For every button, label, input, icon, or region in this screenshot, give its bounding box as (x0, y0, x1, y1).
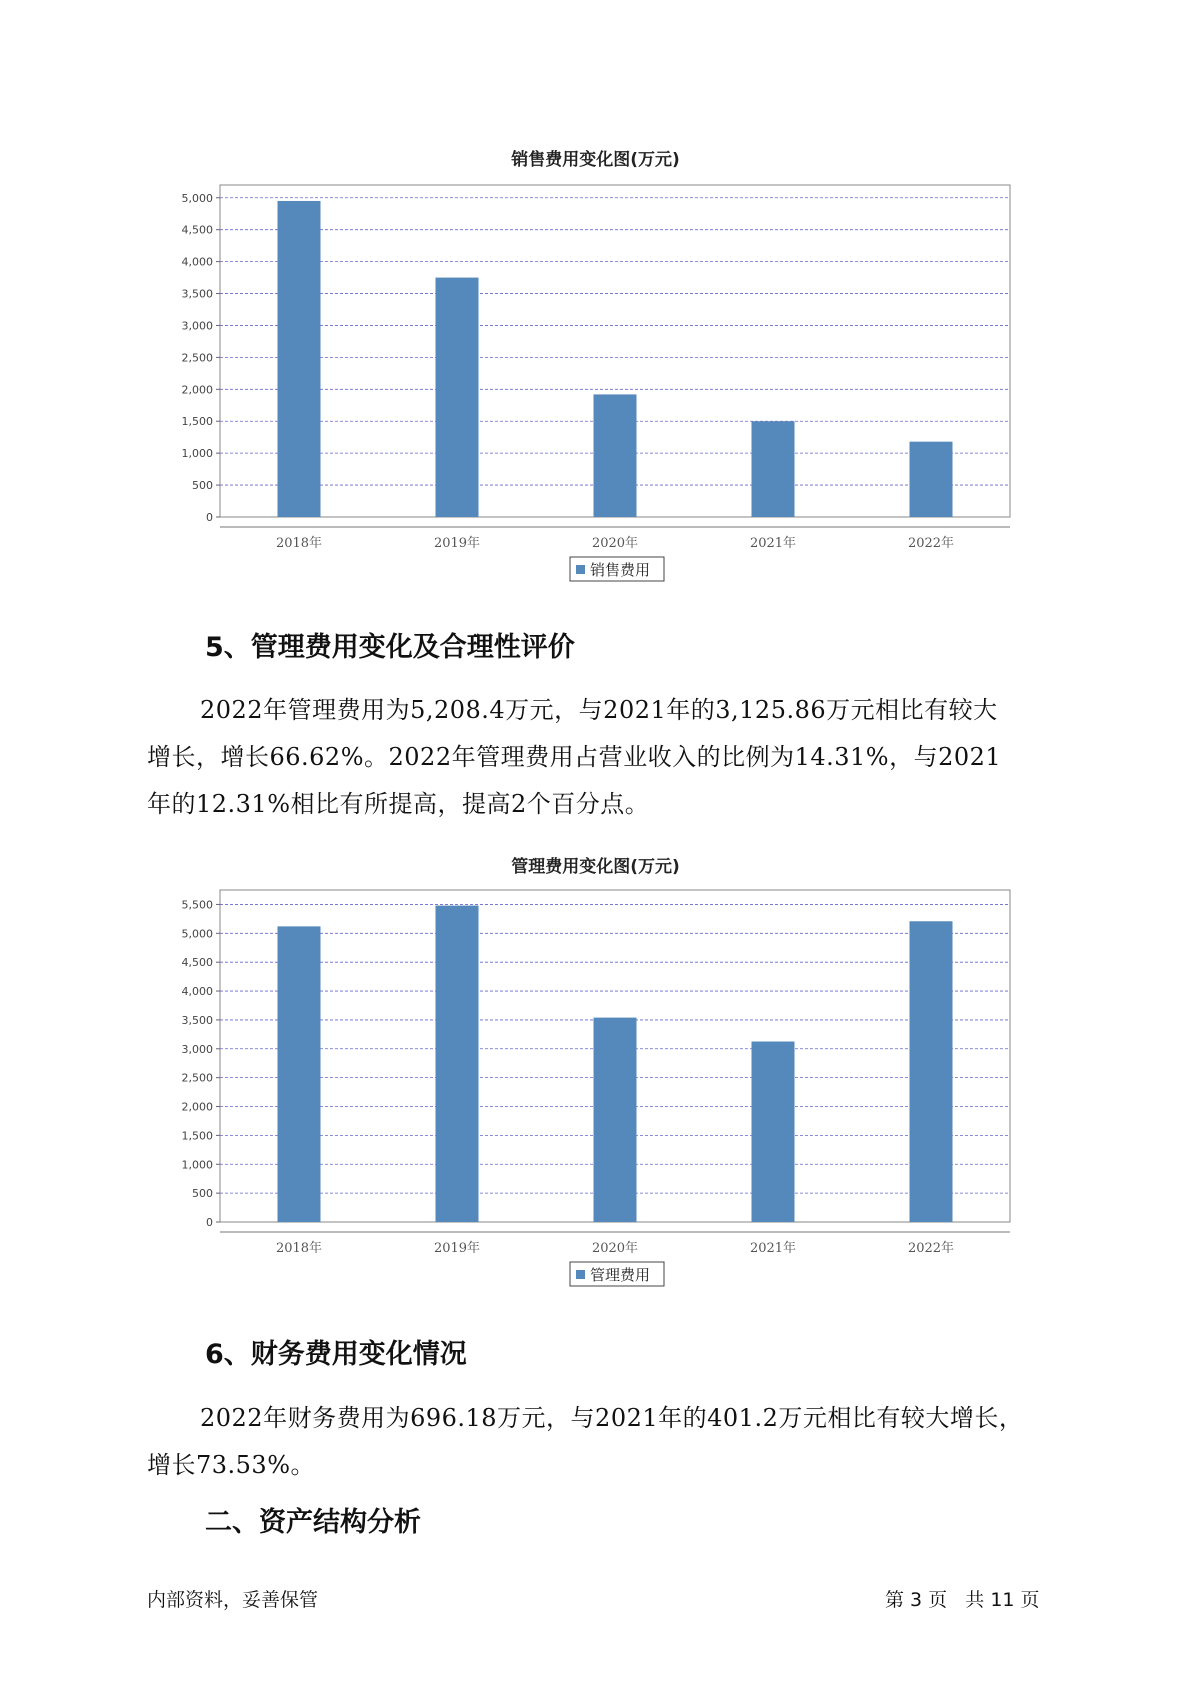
chart2-xtick-label: 2022年 (907, 1241, 955, 1256)
chart1-ytick-label: 3,500 (181, 287, 213, 301)
chart2-ytick-label: 1,500 (181, 1129, 213, 1143)
chart1-ytick-label: 2,000 (181, 383, 213, 397)
chart2-ytick-label: 3,000 (181, 1042, 213, 1056)
chart1-bar (436, 278, 479, 517)
section-5-paragraph-line-3: 年的12.31%相比有所提高，提高2个百分点。 (147, 790, 650, 818)
chart2-ytick-label: 2,000 (181, 1100, 213, 1114)
section-5-paragraph-line-2: 增长，增长66.62%。2022年管理费用占营业收入的比例为14.31%，与2021 (147, 743, 1002, 771)
chart2-xtick-label: 2019年 (433, 1241, 481, 1256)
chart1-bar (752, 421, 795, 517)
chart1-xtick-label: 2018年 (275, 536, 323, 551)
section-6-heading: 6、财务费用变化情况 (205, 1339, 467, 1370)
chart2-ytick-label: 4,000 (181, 985, 213, 999)
section-5-heading: 5、管理费用变化及合理性评价 (205, 632, 575, 663)
chart2-xtick-label: 2018年 (275, 1241, 323, 1256)
chart2-title: 管理费用变化图(万元) (511, 857, 680, 877)
chart2-bar (278, 926, 321, 1222)
chart2-ytick-label: 1,000 (181, 1158, 213, 1172)
chart2-ytick-label: 0 (206, 1216, 213, 1229)
section-6-paragraph-line-1: 2022年财务费用为696.18万元，与2021年的401.2万元相比有较大增长， (200, 1404, 1024, 1432)
chart2-ytick-label: 2,500 (181, 1071, 213, 1085)
chart1-ytick-label: 4,500 (181, 223, 213, 237)
chart2-bar (594, 1018, 637, 1222)
management-expense-chart (0, 880, 1191, 1300)
chart1-ytick-label: 1,500 (181, 415, 213, 429)
chart1-xtick-label: 2021年 (749, 536, 797, 551)
chart2-ytick-label: 5,500 (181, 898, 213, 912)
chart2-legend-swatch (576, 1270, 585, 1279)
chart1-ytick-label: 500 (192, 479, 213, 493)
section-6-paragraph-line-2: 增长73.53%。 (147, 1451, 316, 1479)
footer-page-number: 第 3 页 共 11 页 (885, 1589, 1040, 1611)
chart1-ytick-label: 0 (206, 511, 213, 524)
chart2-xtick-label: 2020年 (591, 1241, 639, 1256)
chart1-legend-label: 销售费用 (590, 561, 651, 579)
chart1-title: 销售费用变化图(万元) (511, 150, 680, 170)
chart2-ytick-label: 500 (192, 1187, 213, 1201)
section-2-heading: 二、资产结构分析 (205, 1507, 421, 1538)
chart1-ytick-label: 4,000 (181, 255, 213, 269)
chart2-bar (752, 1042, 795, 1222)
chart1-ytick-label: 2,500 (181, 351, 213, 365)
chart2-bar (436, 906, 479, 1222)
chart2-bar (910, 921, 953, 1222)
footer-left-note: 内部资料，妥善保管 (147, 1589, 319, 1611)
chart1-bar (594, 394, 637, 517)
chart2-xtick-label: 2021年 (749, 1241, 797, 1256)
chart2-ytick-label: 3,500 (181, 1013, 213, 1027)
chart1-xtick-label: 2019年 (433, 536, 481, 551)
chart1-bar (278, 201, 321, 517)
chart2-legend-label: 管理费用 (590, 1266, 651, 1284)
chart1-ytick-label: 1,000 (181, 447, 213, 461)
sales-expense-chart (0, 175, 1191, 595)
chart1-ytick-label: 3,000 (181, 319, 213, 333)
chart1-xtick-label: 2022年 (907, 536, 955, 551)
chart1-xtick-label: 2020年 (591, 536, 639, 551)
chart2-ytick-label: 4,500 (181, 956, 213, 970)
chart1-bar (910, 442, 953, 517)
chart1-legend-swatch (576, 565, 585, 574)
chart2-ytick-label: 5,000 (181, 927, 213, 941)
section-5-paragraph-line-1: 2022年管理费用为5,208.4万元，与2021年的3,125.86万元相比有较大 (200, 696, 998, 724)
chart1-ytick-label: 5,000 (181, 191, 213, 205)
